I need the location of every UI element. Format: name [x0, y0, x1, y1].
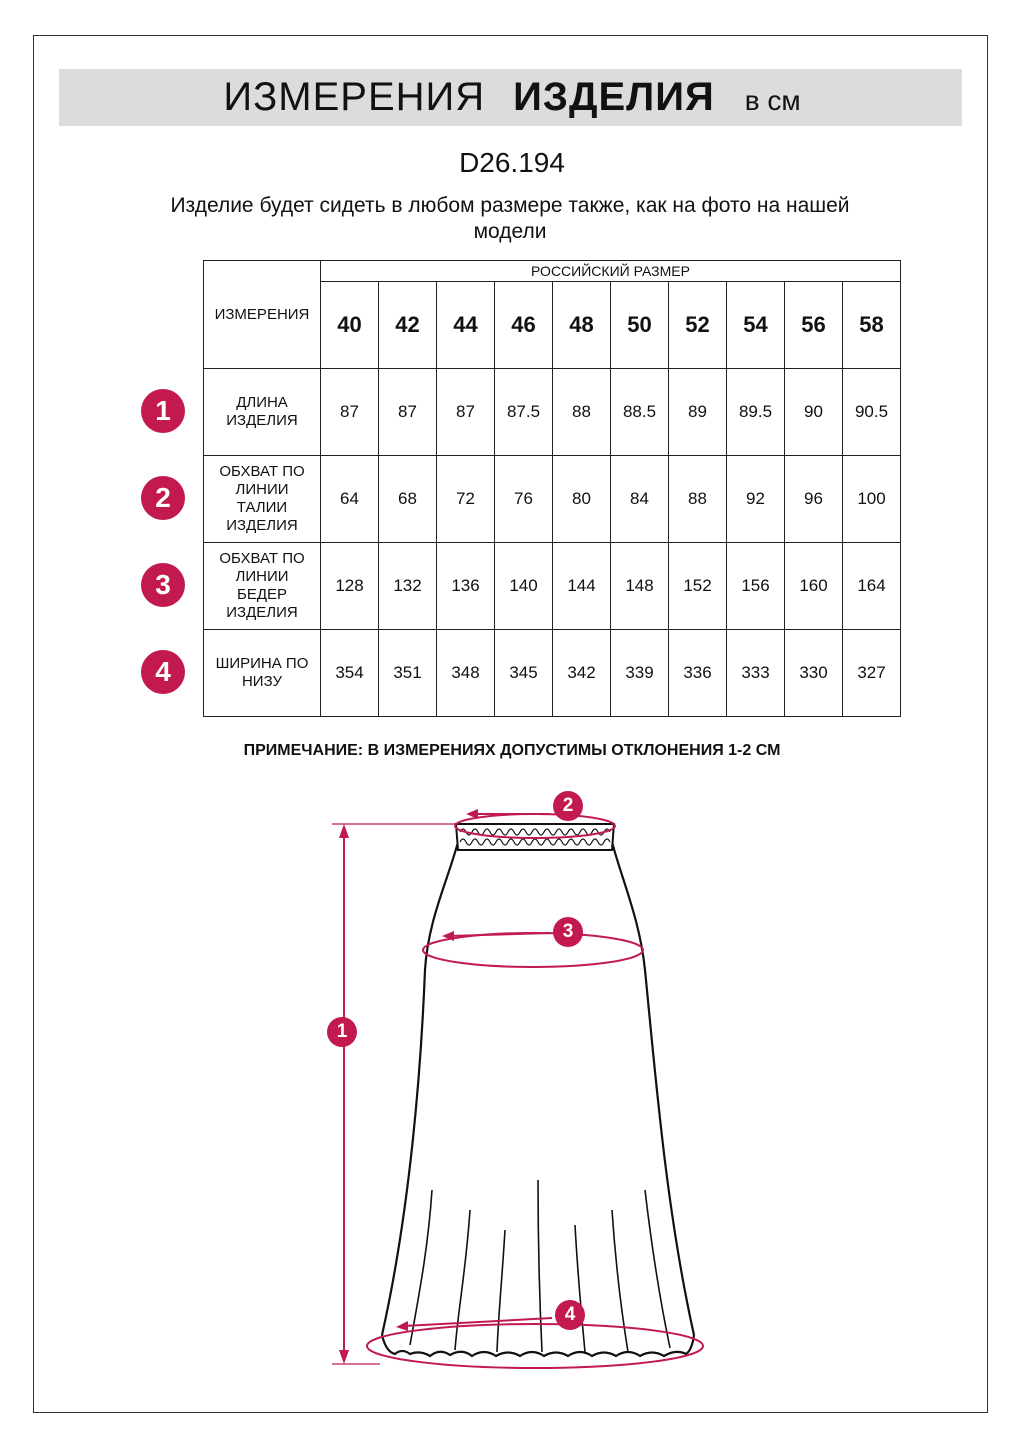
skirt-outline: [382, 842, 694, 1356]
table-cell: 92: [727, 456, 785, 543]
table-cell: 88.5: [611, 369, 669, 456]
table-cell: 88: [553, 369, 611, 456]
table-cell: 100: [843, 456, 901, 543]
table-cell: 351: [379, 630, 437, 717]
table-row: [204, 630, 901, 717]
title-light: ИЗМЕРЕНИЯ: [223, 75, 486, 119]
hip-measure: [423, 931, 643, 967]
tolerance-note: ПРИМЕЧАНИЕ: В ИЗМЕРЕНИЯХ ДОПУСТИМЫ ОТКЛОНЕНИЯ 1-2 СМ: [243, 742, 781, 759]
table-cell: 336: [669, 630, 727, 717]
table-cell: 88: [669, 456, 727, 543]
table-header-row: [204, 261, 901, 282]
title-bold: ИЗДЕЛИЯ: [513, 75, 715, 119]
table-cell: 342: [553, 630, 611, 717]
table-cell: 348: [437, 630, 495, 717]
size-header: 46: [495, 282, 553, 369]
table-cell: 128: [321, 543, 379, 630]
title-unit: в см: [744, 85, 801, 116]
marker-2: 2: [553, 791, 583, 821]
table-cell: 345: [495, 630, 553, 717]
table-cell: 76: [495, 456, 553, 543]
row-label-length: ДЛИНА ИЗДЕЛИЯ: [204, 369, 321, 456]
table-cell: 64: [321, 456, 379, 543]
size-header: 54: [727, 282, 785, 369]
size-header: 58: [843, 282, 901, 369]
size-header: 50: [611, 282, 669, 369]
skirt-diagram: [0, 770, 1024, 1410]
table-cell: 87.5: [495, 369, 553, 456]
table-row: [204, 369, 901, 456]
table-row: [204, 456, 901, 543]
size-header: 40: [321, 282, 379, 369]
row-badge-1: 1: [141, 389, 185, 433]
row-label-waist: ОБХВАТ ПО ЛИНИИ ТАЛИИ ИЗДЕЛИЯ: [204, 456, 321, 543]
article-number: D26.194: [459, 147, 565, 178]
table-cell: 156: [727, 543, 785, 630]
table-cell: 339: [611, 630, 669, 717]
table-cell: 87: [379, 369, 437, 456]
table-cell: 90.5: [843, 369, 901, 456]
row-badge-2: 2: [141, 476, 185, 520]
fit-note: Изделие будет сидеть в любом размере также, как на фото на нашей модели: [170, 194, 850, 243]
table-cell: 164: [843, 543, 901, 630]
table-cell: 87: [321, 369, 379, 456]
row-label-hem-width: ШИРИНА ПО НИЗУ: [204, 630, 321, 717]
table-cell: 72: [437, 456, 495, 543]
size-header: 42: [379, 282, 437, 369]
row-badge-3: 3: [141, 563, 185, 607]
table-cell: 327: [843, 630, 901, 717]
table-cell: 96: [785, 456, 843, 543]
size-header: 52: [669, 282, 727, 369]
table-cell: 333: [727, 630, 785, 717]
corner-label: ИЗМЕРЕНИЯ: [204, 261, 321, 369]
table-cell: 140: [495, 543, 553, 630]
size-group-label: РОССИЙСКИЙ РАЗМЕР: [321, 261, 901, 282]
table-cell: 68: [379, 456, 437, 543]
table-cell: 136: [437, 543, 495, 630]
table-cell: 89.5: [727, 369, 785, 456]
table-cell: 152: [669, 543, 727, 630]
marker-4: 4: [555, 1300, 585, 1330]
table-cell: 330: [785, 630, 843, 717]
table-cell: 132: [379, 543, 437, 630]
table-cell: 144: [553, 543, 611, 630]
page-title: [0, 74, 1024, 124]
table-cell: 87: [437, 369, 495, 456]
size-header: 44: [437, 282, 495, 369]
table-cell: 354: [321, 630, 379, 717]
size-header: 48: [553, 282, 611, 369]
row-badge-4: 4: [141, 650, 185, 694]
table-cell: 89: [669, 369, 727, 456]
marker-1: 1: [327, 1017, 357, 1047]
table-cell: 80: [553, 456, 611, 543]
row-label-hips: ОБХВАТ ПО ЛИНИИ БЕДЕР ИЗДЕЛИЯ: [204, 543, 321, 630]
table-cell: 84: [611, 456, 669, 543]
hem-measure: [367, 1318, 703, 1368]
marker-3: 3: [553, 917, 583, 947]
table-cell: 160: [785, 543, 843, 630]
size-header: 56: [785, 282, 843, 369]
size-table: [203, 260, 901, 717]
table-row: [204, 543, 901, 630]
table-cell: 148: [611, 543, 669, 630]
table-cell: 90: [785, 369, 843, 456]
length-dimension: [332, 824, 458, 1364]
